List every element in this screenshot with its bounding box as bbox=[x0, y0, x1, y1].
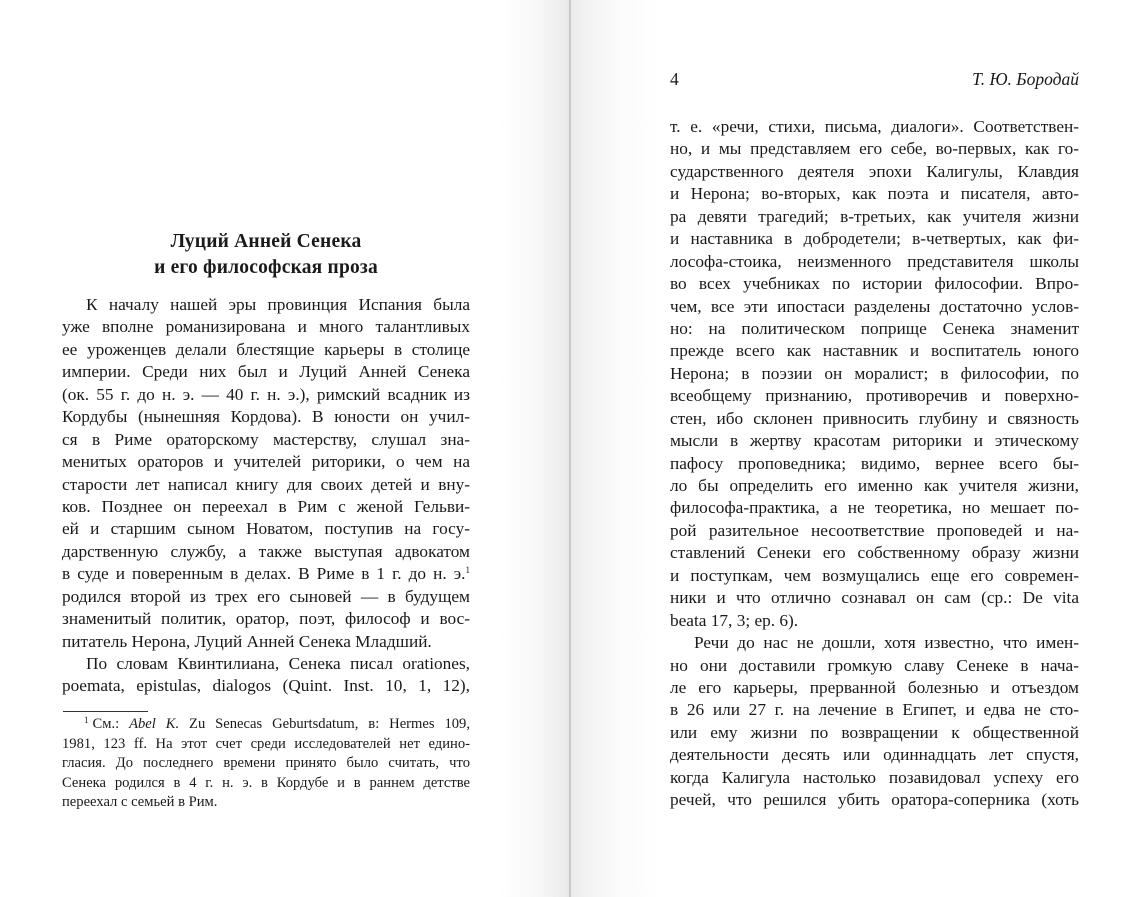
text-line: прежде всего как наставник и воспитатель юного bbox=[670, 341, 1079, 361]
text-line: пафосу проповедника; видимо, вернее всего бы- bbox=[670, 453, 1079, 473]
text-line: дарственную службу, а также выступая адвокатом bbox=[62, 541, 470, 561]
footnote-divider bbox=[63, 711, 148, 712]
text-line: рой разительное несоответствие проповедей и на- bbox=[670, 520, 1079, 540]
text-line: ло бы определить его именно как учителя жизни, bbox=[670, 476, 1079, 495]
text-line: т. е. «речи, стихи, письма, диалоги». Соответствен- bbox=[670, 117, 1079, 136]
text-line: и Нерона; во-вторых, как поэта и писателя, авто- bbox=[670, 184, 1079, 204]
text-line: знаменитый политик, оратор, поэт, философ и вос- bbox=[62, 609, 470, 629]
text-line: ее уроженцев делали блестящие карьеры в столице bbox=[62, 339, 470, 359]
footnote bbox=[62, 715, 470, 813]
text-line: питатель Нерона, Луций Анней Сенека Младший. bbox=[62, 631, 432, 651]
footnote-citation: Zu Senecas Geburtsdatum, в: Hermes 109, bbox=[189, 716, 470, 732]
chapter-title bbox=[62, 229, 470, 281]
text-line: но, и мы представляем его себе, во-первых, как го- bbox=[670, 139, 1079, 159]
text-line: ники и что отлично сознавал он сам (ср.: De vita bbox=[670, 588, 1079, 608]
footnote-line: переехал с семьей в Рим. bbox=[62, 794, 218, 811]
text-line: стен, ибо склонен привносить глубину и связность bbox=[670, 408, 1079, 428]
text-line: или ему жизни по возвращении к общественной bbox=[670, 722, 1079, 742]
text-line: ле его карьеры, прерванной болезнью и отъездом bbox=[670, 677, 1079, 697]
text-line: лософа-стоика, неизменного представителя школы bbox=[670, 251, 1079, 271]
left-page bbox=[0, 0, 570, 897]
text-line: в 26 или 27 г. на лечение в Египет, и едва не сто- bbox=[670, 700, 1079, 720]
footnote-author: Abel K. bbox=[129, 716, 180, 732]
text-line: Нерона; в поэзии он моралист; в философии, по bbox=[670, 363, 1079, 383]
text-line: всеобщему признанию, противоречив и поверхно- bbox=[670, 386, 1079, 406]
footnote-reference[interactable]: 1 bbox=[465, 565, 470, 576]
text-line: во всех учебниках по истории философии. Впро- bbox=[670, 274, 1079, 294]
text-line: в суде и поверенным в делах. В Риме в 1 г. до н. э. bbox=[62, 564, 466, 584]
text-line: менитых ораторов и учителей риторики, о чем на bbox=[62, 452, 470, 472]
footnote-line: гласия. До последнего времени принято было считать, что bbox=[62, 755, 470, 772]
text-line: но они доставили громкую славу Сенеке в нача- bbox=[670, 655, 1079, 675]
text-line: родился второй из трех его сыновей — в будущем bbox=[62, 586, 470, 606]
text-line: К началу нашей эры провинция Испания была bbox=[86, 295, 470, 314]
text-line: деятельности десять или одиннадцать лет спустя, bbox=[670, 745, 1079, 765]
text-line: ра девяти трагедий; в-третьих, как учителя жизни bbox=[670, 206, 1079, 226]
text-line: Кордубы (нынешняя Кордова). В юности он учил- bbox=[62, 407, 470, 427]
chapter-title-line-1: Луций Анней Сенека bbox=[170, 231, 362, 252]
page-number: 4 bbox=[670, 69, 679, 89]
footnote-prefix: См.: bbox=[92, 716, 120, 732]
text-line: poemata, epistulas, dialogos (Quint. Inst. 10, 1, 12), bbox=[62, 676, 470, 696]
text-line: старости лет написал книгу для своих детей и вну- bbox=[62, 474, 470, 494]
footnote-line bbox=[62, 715, 470, 735]
text-line: ся в Риме ораторскому мастерству, слушал зна- bbox=[62, 429, 470, 449]
text-line: Речи до нас не дошли, хотя известно, что имен- bbox=[694, 633, 1079, 653]
left-page-body bbox=[62, 294, 470, 698]
text-line: и наставника в добродетели; в-четвертых, как фи- bbox=[670, 229, 1079, 249]
right-page-body bbox=[670, 116, 1079, 812]
footnote-line: 1981, 123 ff. На этот счет среди исследователей нет едино- bbox=[62, 735, 470, 752]
text-line: но: на политическом поприще Сенека знаменит bbox=[670, 318, 1079, 338]
text-line: ков. Позднее он переехал в Рим с женой Гельви- bbox=[62, 496, 470, 516]
text-line: beata 17, 3; ep. 6). bbox=[670, 610, 799, 630]
text-line: По словам Квинтилиана, Сенека писал orationes, bbox=[86, 654, 470, 673]
text-line: уже вполне романизирована и много талантливых bbox=[62, 317, 470, 337]
text-line: чем, все эти ипостаси разделены достаточно услов- bbox=[670, 296, 1079, 316]
chapter-title-line-2: и его философская проза bbox=[154, 257, 378, 278]
text-line: когда Калигула настолько позавидовал успеху его bbox=[670, 767, 1079, 787]
text-line: (ок. 55 г. до н. э. — 40 г. н. э.), римский всадник из bbox=[62, 384, 470, 404]
text-line: ей и старшим сыном Новатом, поступив на госу- bbox=[62, 519, 470, 539]
footnote-line: Сенека родился в 4 г. н. э. в Кордубе и в раннем детстве bbox=[62, 774, 470, 791]
footnote-marker: 1 bbox=[84, 715, 89, 725]
text-line: и поступкам, чем возмущались еще его современ- bbox=[670, 565, 1079, 585]
text-line: ставлений Сенеки его собственному образу жизни bbox=[670, 543, 1079, 563]
text-line: мысли в жертву красотам риторики и этическому bbox=[670, 431, 1079, 451]
text-line: империи. Среди них был и Луций Анней Сенека bbox=[62, 362, 470, 382]
text-line: сударственного деятеля эпохи Калигулы, Клавдия bbox=[670, 161, 1079, 181]
text-line-with-footnote-ref bbox=[62, 563, 470, 585]
running-title: Т. Ю. Бородай bbox=[972, 69, 1079, 89]
text-line: речей, что решился убить оратора-соперника (хоть bbox=[670, 790, 1079, 810]
text-line: философа-практика, а не теоретика, но мешает по- bbox=[670, 498, 1079, 518]
